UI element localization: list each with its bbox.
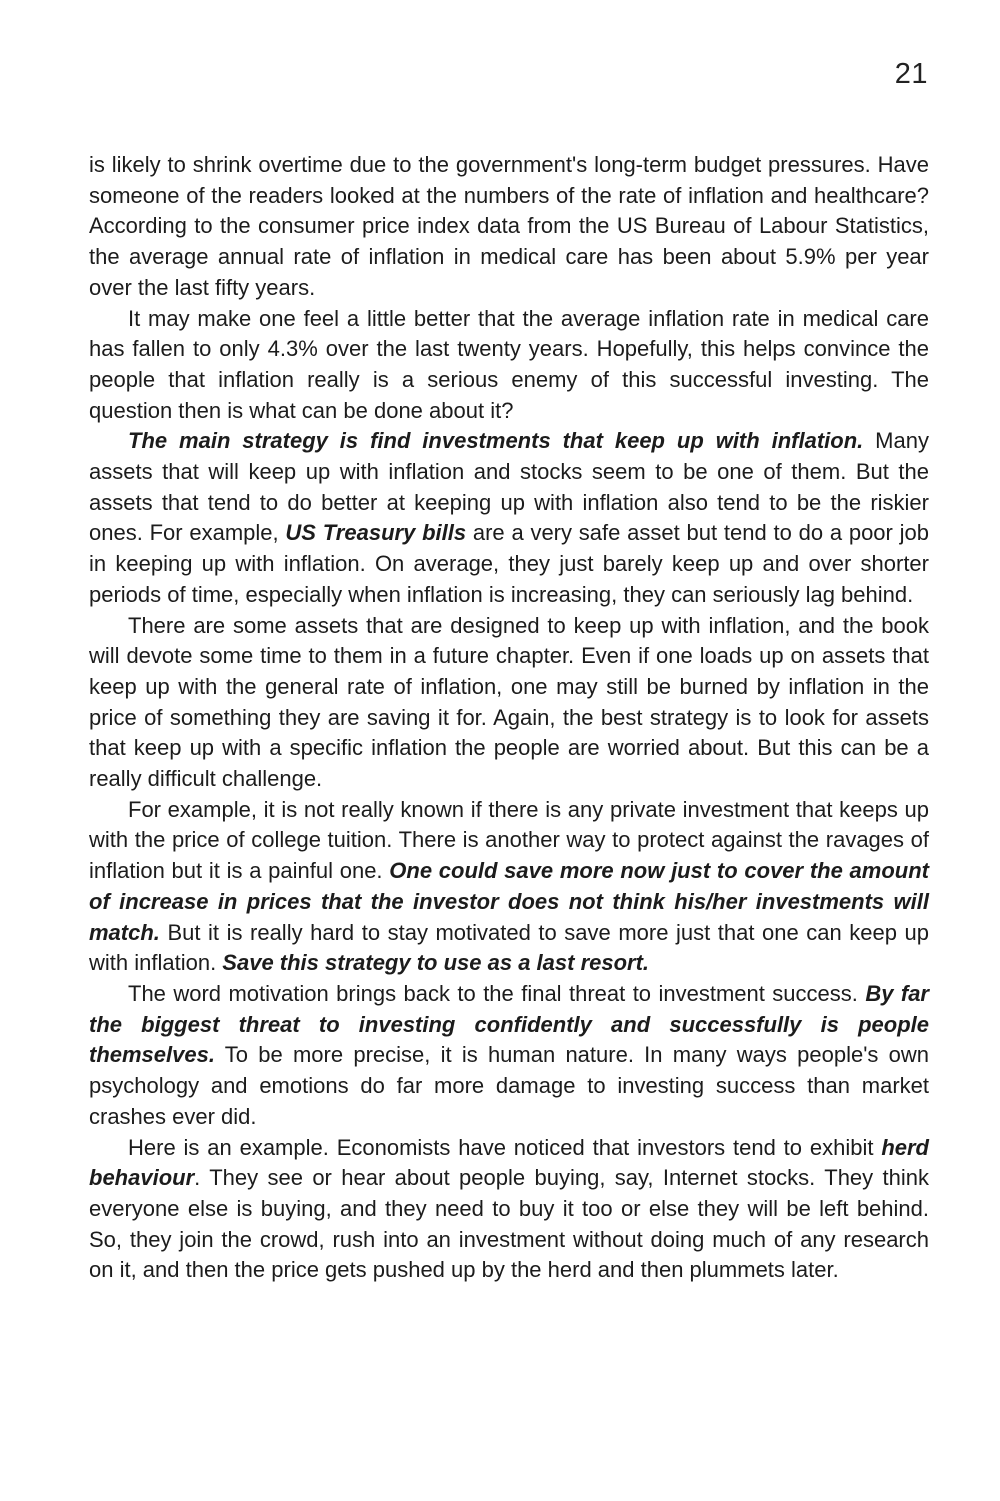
text-run: For example, it is not really known if there is any private investment that keeps up with the price of college tuition. There is another way to protect against the ravages of inflation but it is a painful one.	[89, 796, 929, 884]
emphasis-save-more: One could save more now just to cover the amount of increase in prices that the investor does not think his/her investments will match.	[89, 858, 929, 945]
text-run: are a very safe asset but tend to do a poor job in keeping up with inflation. On average, they just barely keep up and over shorter periods of time, especially when inflation is increasing, they can seriously lag behind.	[89, 520, 929, 607]
text-run: . They see or hear about people buying, say, Internet stocks. They think everyone else is buying, and they need to buy it too or else they will be left behind. So, they join the crowd, rush into an investment without doing much of any research on it, and then the price gets pushed up by the herd and then plummets later.	[89, 1165, 929, 1283]
text-run: It may make one feel a little better that the average inflation rate in medical care has fallen to only 4.3% over the last twenty years. Hopefully, this helps convince the people that inflation really is a serious enemy of this successful investing. The question then is what can be done about it?	[89, 305, 929, 423]
paragraph-7	[89, 1133, 929, 1287]
emphasis-us-treasury-bills: US Treasury bills	[285, 520, 467, 546]
emphasis-biggest-threat: By far the biggest threat to investing confidently and successfully is people themselves.	[89, 980, 929, 1068]
emphasis-herd-behaviour: herd behaviour	[89, 1134, 929, 1191]
paragraph-6	[89, 979, 929, 1133]
paragraph-5	[89, 795, 929, 979]
paragraph-3	[89, 426, 929, 610]
text-run: To be more precise, it is human nature. In many ways people's own psychology and emotions do far more damage to investing success than market crashes ever did.	[89, 1042, 929, 1129]
text-run: The word motivation brings back to the final threat to investment success.	[128, 980, 866, 1006]
paragraph-1	[89, 150, 929, 304]
emphasis-last-resort: Save this strategy to use as a last resort.	[222, 950, 650, 976]
text-run: is likely to shrink overtime due to the government's long-term budget pressures. Have someone of the readers looked at the numbers of the rate of inflation and healthcare? According to the consumer price index data from the US Bureau of Labour Statistics, the average annual rate of inflation in medical care has been about 5.9% per year over the last fifty years.	[89, 152, 929, 300]
body-text	[89, 150, 929, 1286]
text-run: Many assets that will keep up with inflation and stocks seem to be one of them. But the assets that tend to do better at keeping up with inflation also tend to be the riskier ones. For example,	[89, 428, 929, 546]
emphasis-main-strategy: The main strategy is find investments that keep up with inflation.	[128, 428, 864, 454]
paragraph-2	[89, 304, 929, 427]
text-run: Here is an example. Economists have noticed that investors tend to exhibit	[128, 1134, 882, 1160]
text-run: There are some assets that are designed to keep up with inflation, and the book will devote some time to them in a future chapter. Even if one loads up on assets that keep up with the general rate of inflation, one may still be burned by inflation in the price of something they are saving it for. Again, the best strategy is to look for assets that keep up with a specific inflation the people are worried about. But this can be a really difficult challenge.	[89, 612, 929, 792]
text-run: But it is really hard to stay motivated to save more just that one can keep up with inflation.	[89, 919, 929, 976]
paragraph-4	[89, 611, 929, 795]
page-number: 21	[894, 58, 928, 90]
